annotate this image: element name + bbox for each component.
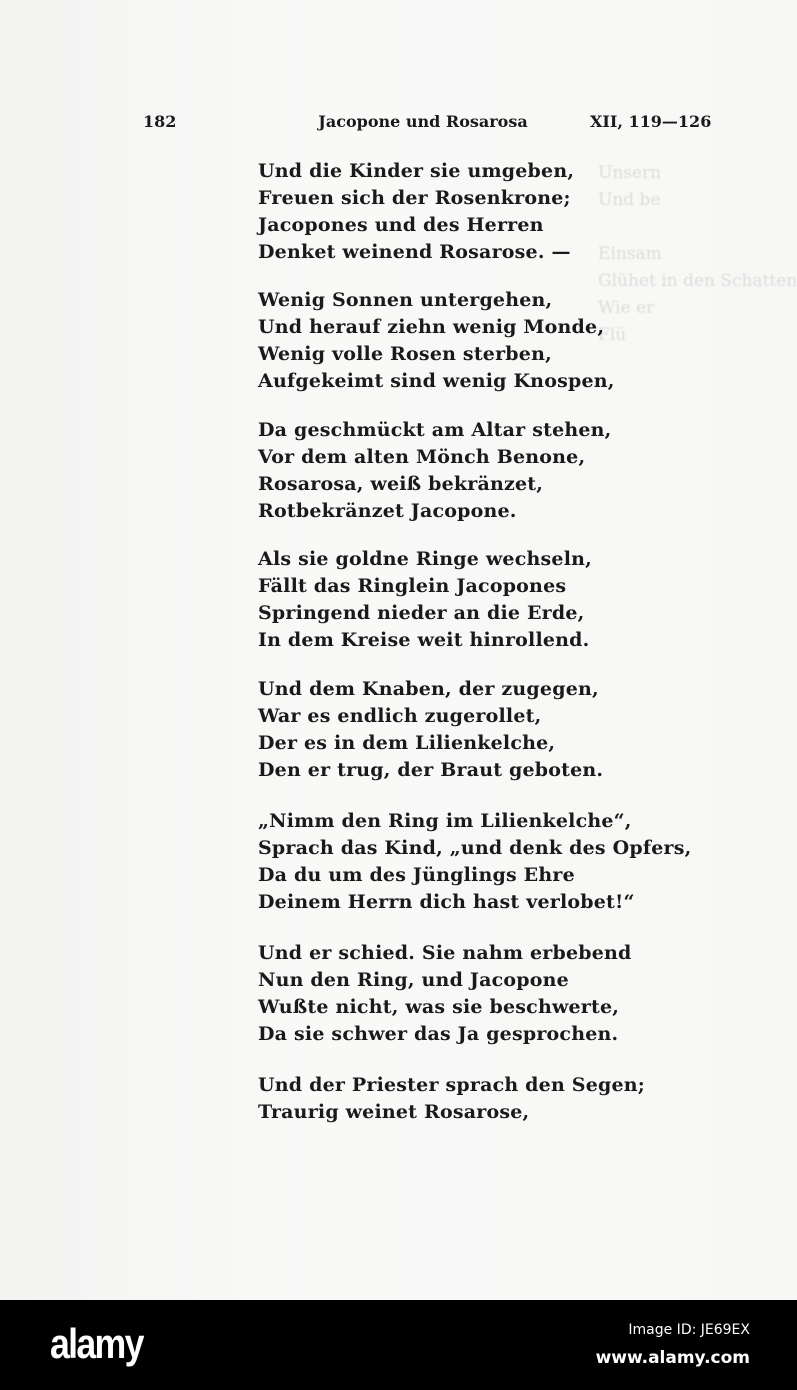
verse-line: Da sie schwer das Ja gesprochen. [258,1023,619,1045]
verse-line: Jacopones und des Herren [258,214,544,236]
verse-line: Denket weinend Rosarose. — [258,241,571,263]
verse-line: Wußte nicht, was sie beschwerte, [258,996,620,1018]
verse-line: Fällt das Ringlein Jacopones [258,575,567,597]
verse-line: Rosarosa, weiß bekränzet, [258,473,544,495]
stanza [258,417,612,525]
verse-line: Und die Kinder sie umgeben, [258,160,575,182]
verse-line: Wenig volle Rosen sterben, [258,343,552,365]
watermark-bar [0,1300,797,1390]
verse-line: In dem Kreise weit hinrollend. [258,629,590,651]
verse-line: Der es in dem Lilienkelche, [258,732,556,754]
stanza [258,287,615,395]
alamy-logo: alamy [50,1320,143,1367]
stanza [258,546,592,654]
verse-line: Als sie goldne Ringe wechseln, [258,548,592,570]
stanza [258,1072,645,1126]
verse-line: War es endlich zugerollet, [258,705,542,727]
verse-line: Traurig weinet Rosarose, [258,1101,530,1123]
verse-reference: XII, 119—126 [590,112,712,131]
verse-line: Sprach das Kind, „und denk des Opfers, [258,837,692,859]
stanza [258,158,574,266]
stanza [258,676,603,784]
verse-line: Vor dem alten Mönch Benone, [258,446,586,468]
verse-line: Da geschmückt am Altar stehen, [258,419,612,441]
verse-line: Springend nieder an die Erde, [258,602,585,624]
verse-line: Den er trug, der Braut geboten. [258,759,604,781]
verse-line: Rotbekränzet Jacopone. [258,500,517,522]
verse-line: Und dem Knaben, der zugegen, [258,678,599,700]
verse-line: Und herauf ziehn wenig Monde, [258,316,605,338]
verse-line: Und der Priester sprach den Segen; [258,1074,645,1096]
watermark-url: www.alamy.com [595,1348,750,1368]
verse-line: „Nimm den Ring im Lilienkelche“, [258,810,632,832]
verse-line: Aufgekeimt sind wenig Knospen, [258,370,615,392]
bleed-through-text: Unsern Und be Einsam Glühet in den Schatten Wie er Flü [598,163,797,345]
running-title: Jacopone und Rosarosa [318,112,528,131]
stanza [258,808,691,916]
page-number: 182 [143,112,177,131]
verse-line: Wenig Sonnen untergehen, [258,289,553,311]
verse-line: Deinem Herrn dich hast verlobet!“ [258,891,635,913]
stanza [258,940,632,1048]
verse-line: Freuen sich der Rosenkrone; [258,187,571,209]
verse-line: Und er schied. Sie nahm erbebend [258,942,632,964]
verse-line: Da du um des Jünglings Ehre [258,864,575,886]
verse-line: Nun den Ring, und Jacopone [258,969,569,991]
image-id: Image ID: JE69EX [628,1322,750,1338]
